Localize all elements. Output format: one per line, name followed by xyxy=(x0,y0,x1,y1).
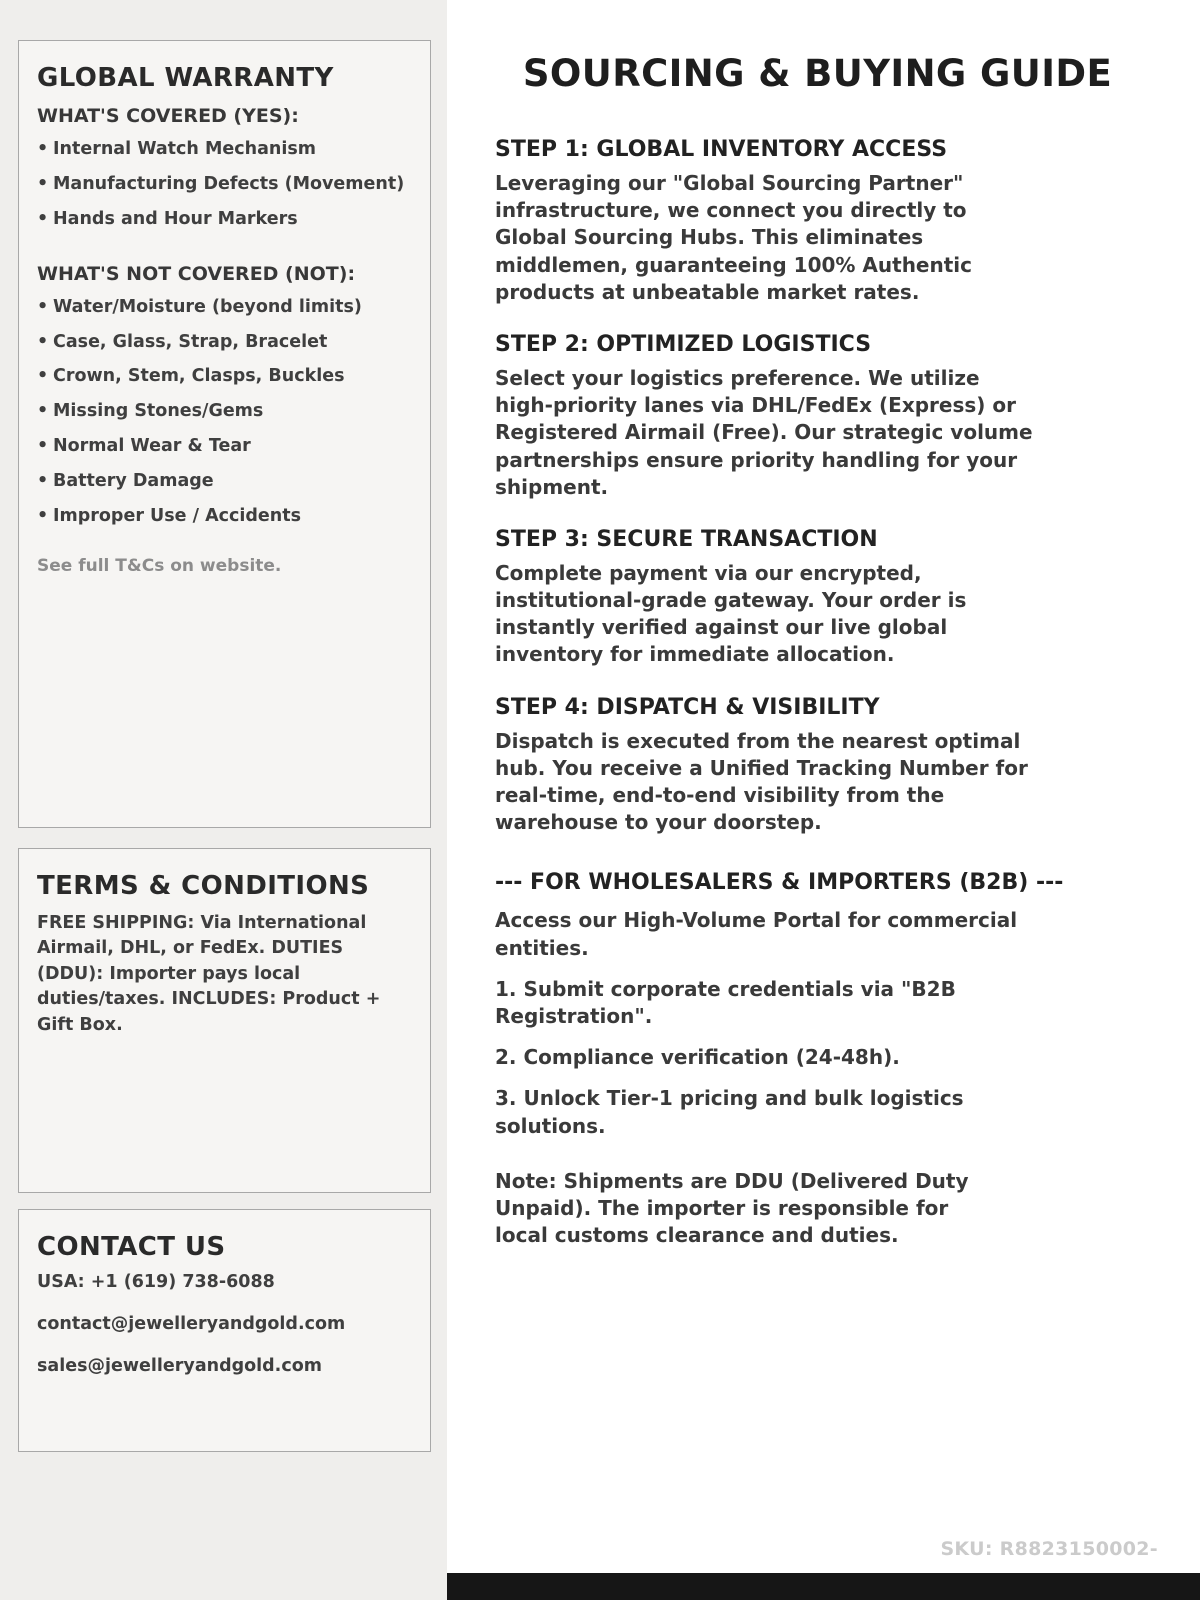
terms-conditions-panel xyxy=(18,848,431,1193)
step-4-heading: STEP 4: DISPATCH & VISIBILITY xyxy=(495,694,880,720)
step-2-heading: STEP 2: OPTIMIZED LOGISTICS xyxy=(495,331,872,357)
list-item: • Manufacturing Defects (Movement) xyxy=(37,174,412,196)
list-item: • Crown, Stem, Clasps, Buckles xyxy=(37,366,412,388)
covered-heading: WHAT'S COVERED (YES): xyxy=(37,105,299,127)
list-item: • Normal Wear & Tear xyxy=(37,436,412,458)
global-warranty-panel xyxy=(18,40,431,828)
step-3-heading: STEP 3: SECURE TRANSACTION xyxy=(495,526,878,552)
left-sidebar xyxy=(0,0,447,1600)
list-item: • Water/Moisture (beyond limits) xyxy=(37,297,412,319)
list-item: • Internal Watch Mechanism xyxy=(37,139,412,161)
b2b-section xyxy=(495,870,1140,1249)
step-2-section xyxy=(495,332,1040,501)
contact-us-panel xyxy=(18,1209,431,1452)
contact-phone: USA: +1 (619) 738-6088 xyxy=(37,1272,275,1292)
step-2-body: Select your logistics preference. We utilize high-priority lanes via DHL/FedEx (Express) or Registered Airmail (Free). Our strategic volume partnerships ensure priority handling for your shipment. xyxy=(495,365,1033,499)
not-covered-heading: WHAT'S NOT COVERED (NOT): xyxy=(37,262,356,285)
main-content xyxy=(447,0,1200,1600)
step-3-section xyxy=(495,527,1040,669)
step-4-section xyxy=(495,695,1040,837)
contact-email-sales: sales@jewelleryandgold.com xyxy=(37,1356,322,1376)
footer-bar xyxy=(447,1573,1200,1600)
step-4-body: Dispatch is executed from the nearest optimal hub. You receive a Unified Tracking Number for real-time, end-to-end visibility from the warehouse to your doorstep. xyxy=(495,728,1028,835)
step-1-body: Leveraging our "Global Sourcing Partner" infrastructure, we connect you directly to Global Sourcing Hubs. This eliminates middlemen, guaranteeing 100% Authentic products at unbeatable market rates. xyxy=(495,171,973,304)
page-title: SOURCING & BUYING GUIDE xyxy=(522,52,1113,95)
contact-title: CONTACT US xyxy=(37,1232,226,1262)
b2b-heading: --- FOR WHOLESALERS & IMPORTERS (B2B) --- xyxy=(495,870,1064,896)
contact-email-primary: contact@jewelleryandgold.com xyxy=(37,1314,346,1334)
b2b-intro: Access our High-Volume Portal for commercial entities. xyxy=(495,908,1018,960)
step-3-body: Complete payment via our encrypted, institutional-grade gateway. Your order is instantly verified against our live global inventory for immediate allocation. xyxy=(495,560,967,667)
list-item: • Case, Glass, Strap, Bracelet xyxy=(37,332,412,354)
not-covered-list xyxy=(37,297,412,528)
terms-body: FREE SHIPPING: Via International Airmail, DHL, or FedEx. DUTIES (DDU): Importer pays local duties/taxes. INCLUDES: Product + Gift Box. xyxy=(37,913,381,1035)
warranty-title: GLOBAL WARRANTY xyxy=(37,63,334,93)
sku-label: SKU: R8823150002- xyxy=(940,1538,1158,1560)
b2b-step-item: 3. Unlock Tier-1 pricing and bulk logistics solutions. xyxy=(495,1086,964,1138)
step-1-section xyxy=(495,137,1040,306)
list-item: • Missing Stones/Gems xyxy=(37,401,412,423)
covered-list xyxy=(37,139,412,231)
b2b-ddu-note: Note: Shipments are DDU (Delivered Duty Unpaid). The importer is responsible for local customs clearance and duties. xyxy=(495,1168,969,1248)
list-item: • Hands and Hour Markers xyxy=(37,209,412,231)
step-1-heading: STEP 1: GLOBAL INVENTORY ACCESS xyxy=(495,137,948,162)
list-item: • Battery Damage xyxy=(37,471,412,493)
b2b-step-item: 1. Submit corporate credentials via "B2B Registration". xyxy=(495,976,956,1028)
warranty-footnote: See full T&Cs on website. xyxy=(37,555,282,576)
terms-title: TERMS & CONDITIONS xyxy=(37,871,370,901)
list-item: • Improper Use / Accidents xyxy=(37,506,412,528)
b2b-step-item: 2. Compliance verification (24-48h). xyxy=(495,1045,900,1070)
